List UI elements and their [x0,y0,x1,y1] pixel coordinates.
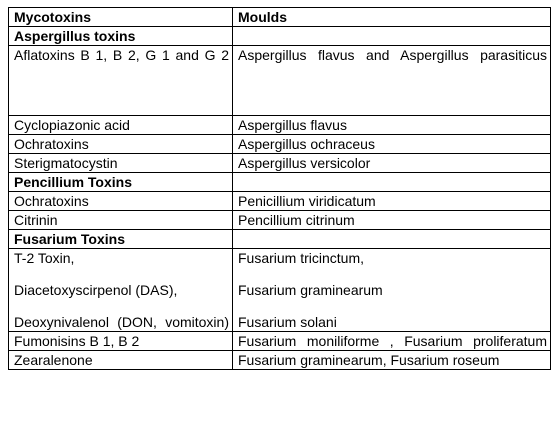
table-row [9,332,551,351]
mycotoxin-cell: Fumonisins B 1, B 2 [9,332,233,351]
mould-cell: Fusarium graminearum, Fusarium roseum [233,351,551,370]
table-row [9,211,551,230]
mycotoxin-cell [9,249,233,332]
mycotoxin-line: T-2 Toxin, [14,250,75,266]
section-empty-cell [233,230,551,249]
mould-cell: Aspergillus versicolor [233,154,551,173]
table-row [9,116,551,135]
mycotoxin-line: Diacetoxyscirpenol (DAS), [14,282,178,298]
table-row [9,192,551,211]
mycotoxin-cell: Ochratoxins [9,135,233,154]
mould-cell: Fusarium moniliforme , Fusarium proliferatum [233,332,551,351]
mycotoxin-cell: Cyclopiazonic acid [9,116,233,135]
section-row [9,27,551,46]
mould-cell: Aspergillus flavus [233,116,551,135]
header-moulds: Moulds [233,8,551,27]
section-empty-cell [233,27,551,46]
table-row [9,351,551,370]
section-empty-cell [233,173,551,192]
section-row [9,173,551,192]
table-row [9,46,551,116]
section-title: Pencillium Toxins [9,173,233,192]
mycotoxins-table [8,7,551,370]
mycotoxin-line: Deoxynivalenol (DON, vomitoxin) [14,314,229,330]
mould-line: Fusarium graminearum [238,282,383,298]
mycotoxin-cell: Sterigmatocystin [9,154,233,173]
mould-cell: Aspergillus ochraceus [233,135,551,154]
table-row [9,249,551,332]
mould-line: Fusarium solani [238,314,337,330]
mycotoxin-cell: Zearalenone [9,351,233,370]
section-title: Fusarium Toxins [9,230,233,249]
section-title: Aspergillus toxins [9,27,233,46]
mycotoxin-cell: Aflatoxins B 1, B 2, G 1 and G 2 [9,46,233,116]
mould-cell [233,249,551,332]
mould-cell: Penicillium viridicatum [233,192,551,211]
section-row [9,230,551,249]
mycotoxin-cell: Ochratoxins [9,192,233,211]
mould-cell: Aspergillus flavus and Aspergillus parasiticus [233,46,551,116]
header-mycotoxins: Mycotoxins [9,8,233,27]
table-header-row [9,8,551,27]
table-row [9,154,551,173]
mould-line: Fusarium tricinctum, [238,250,365,266]
mould-cell: Pencillium citrinum [233,211,551,230]
table-row [9,135,551,154]
mycotoxin-cell: Citrinin [9,211,233,230]
